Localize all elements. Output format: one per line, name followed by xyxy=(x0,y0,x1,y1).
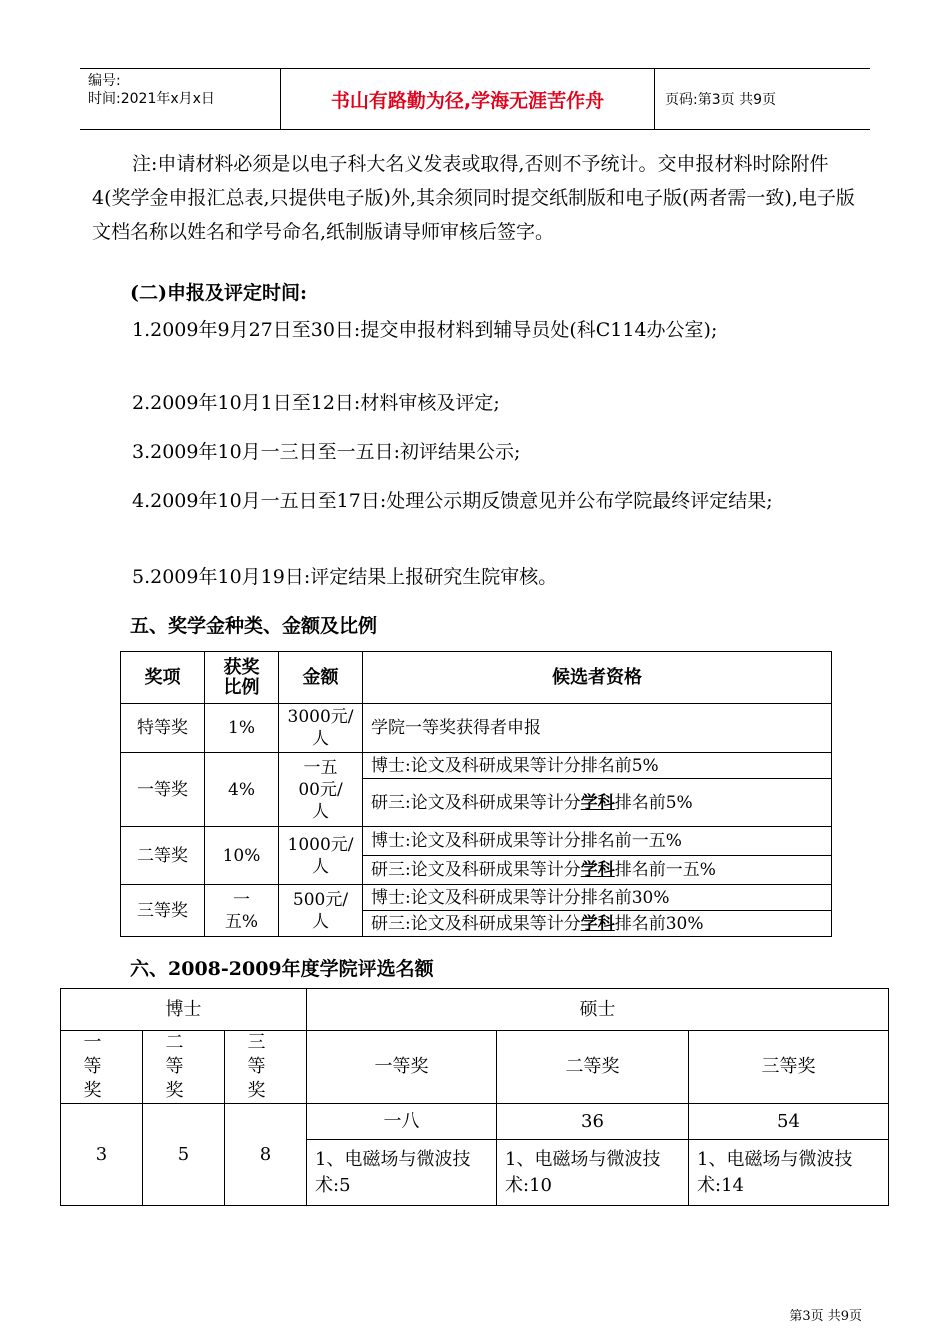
qualification-rank: 排名前一五% xyxy=(614,860,716,880)
award-amount: 3000元/人 xyxy=(279,704,363,753)
master-count-3: 54 xyxy=(689,1104,889,1140)
phd-count-2: 5 xyxy=(143,1104,225,1206)
header-meta xyxy=(80,69,280,129)
award-amount: 一五00元/人 xyxy=(279,753,363,827)
subject-link: 学科 xyxy=(580,860,615,880)
phd-award-3: 三等奖 xyxy=(225,1031,307,1104)
award-name: 二等奖 xyxy=(121,827,205,885)
master-detail-2: 1、电磁场与微波技术:10 xyxy=(497,1140,689,1206)
master-award-1: 一等奖 xyxy=(307,1031,497,1104)
number-label: 编号: xyxy=(88,73,121,89)
award-amount: 500元/人 xyxy=(279,885,363,937)
header-page-info: 页码:第3页 共9页 xyxy=(665,92,776,108)
award-ratio: 1% xyxy=(205,704,279,753)
phd-award-2: 二等奖 xyxy=(143,1031,225,1104)
award-amount: 1000元/人 xyxy=(279,827,363,885)
qualification: 学院一等奖获得者申报 xyxy=(363,704,832,753)
award-name: 三等奖 xyxy=(121,885,205,937)
qualification-master xyxy=(363,779,832,827)
table-header-row xyxy=(61,1031,889,1104)
phd-award-1: 一等奖 xyxy=(61,1031,143,1104)
award-ratio: 4% xyxy=(205,753,279,827)
schedule-item-5: 5.2009年10月19日:评定结果上报研究生院审核。 xyxy=(132,566,558,588)
table-row xyxy=(121,704,832,753)
header-motto: 书山有路勤为径,学海无涯苦作舟 xyxy=(280,69,655,129)
page-footer: 第3页 共9页 xyxy=(789,1309,862,1324)
table-row xyxy=(121,885,832,911)
table-header-row xyxy=(61,989,889,1031)
page-header xyxy=(80,68,870,130)
master-detail-1: 1、电磁场与微波技术:5 xyxy=(307,1140,497,1206)
table-row xyxy=(61,1104,889,1140)
qualification-text: 研三:论文及科研成果等计分 xyxy=(371,860,581,880)
award-ratio: 一五% xyxy=(205,885,279,937)
award-ratio: 10% xyxy=(205,827,279,885)
master-count-1: 一八 xyxy=(307,1104,497,1140)
schedule-item-1: 1.2009年9月27日至30日:提交申报材料到辅导员处(科C114办公室); xyxy=(132,319,718,341)
subject-link: 学科 xyxy=(580,913,615,934)
qualification-rank: 排名前5% xyxy=(614,792,693,813)
award-name: 一等奖 xyxy=(121,753,205,827)
phd-header: 博士 xyxy=(61,989,307,1031)
time-label: 时间:2021年x月x日 xyxy=(88,91,215,107)
qualification-phd: 博士:论文及科研成果等计分排名前一五% xyxy=(363,827,832,856)
header-amount: 金额 xyxy=(279,652,363,704)
qualification-text: 研三:论文及科研成果等计分 xyxy=(371,913,581,934)
qualification-master xyxy=(363,911,832,937)
award-name: 特等奖 xyxy=(121,704,205,753)
qualification-text: 研三:论文及科研成果等计分 xyxy=(371,792,581,813)
table-row xyxy=(121,827,832,856)
master-header: 硕士 xyxy=(307,989,889,1031)
master-count-2: 36 xyxy=(497,1104,689,1140)
schedule-item-4: 4.2009年10月一五日至17日:处理公示期反馈意见并公布学院最终评定结果; xyxy=(132,490,773,512)
qualification-rank: 排名前30% xyxy=(614,913,704,934)
section5-title: 五、奖学金种类、金额及比例 xyxy=(130,615,378,637)
subject-link: 学科 xyxy=(580,792,615,813)
award-table xyxy=(120,651,832,937)
schedule-item-3: 3.2009年10月一三日至一五日:初评结果公示; xyxy=(132,441,521,463)
master-award-3: 三等奖 xyxy=(689,1031,889,1104)
section6-title: 六、2008-2009年度学院评选名额 xyxy=(130,958,434,980)
qualification-master xyxy=(363,856,832,885)
section2-title: (二)申报及评定时间: xyxy=(130,282,307,304)
master-detail-3: 1、电磁场与微波技术:14 xyxy=(689,1140,889,1206)
header-ratio: 获奖比例 xyxy=(205,652,279,704)
table-header-row xyxy=(121,652,832,704)
note-paragraph: 注:申请材料必须是以电子科大名义发表或取得,否则不予统计。交申报材料时除附件4(奖学金申报汇总表,只提供电子版)外,其余须同时提交纸制版和电子版(两者需一致),电子版文档名称以姓名和学号命名,纸制版请导师审核后签字。 xyxy=(92,153,855,243)
phd-count-1: 3 xyxy=(61,1104,143,1206)
qualification-phd: 博士:论文及科研成果等计分排名前5% xyxy=(363,753,832,779)
header-qualification: 候选者资格 xyxy=(363,652,832,704)
schedule-item-2: 2.2009年10月1日至12日:材料审核及评定; xyxy=(132,392,500,414)
master-award-2: 二等奖 xyxy=(497,1031,689,1104)
qualification-phd: 博士:论文及科研成果等计分排名前30% xyxy=(363,885,832,911)
quota-table xyxy=(60,988,889,1206)
phd-count-3: 8 xyxy=(225,1104,307,1206)
header-award: 奖项 xyxy=(121,652,205,704)
table-row xyxy=(121,753,832,779)
